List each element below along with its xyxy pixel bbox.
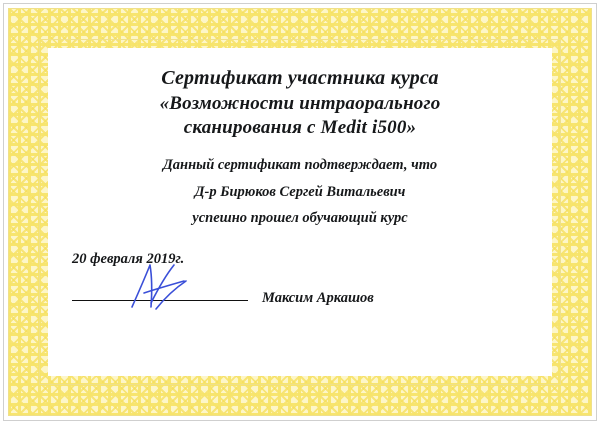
certificate-title-block (70, 66, 530, 140)
certificate-content (44, 44, 556, 380)
certificate-title-line-2: «Возможности интраорального (159, 92, 441, 114)
issue-date: 20 февраля 2019г. (72, 250, 185, 267)
certificate-statement-line: Данный сертификат подтверждает, что (162, 157, 438, 174)
completion-statement-line: успешно прошел обучающий курс (192, 210, 408, 227)
certificate-title-line-3: сканирования с Medit i500» (183, 116, 417, 138)
signature-row (70, 284, 530, 306)
certificate-title-line-1: Сертификат участника курса (161, 67, 439, 89)
recipient-name: Д-р Бирюков Сергей Витальевич (194, 183, 406, 200)
certificate-body-block (70, 156, 530, 229)
signer-name: Максим Аркашов (262, 289, 374, 306)
signature-line (72, 299, 248, 301)
